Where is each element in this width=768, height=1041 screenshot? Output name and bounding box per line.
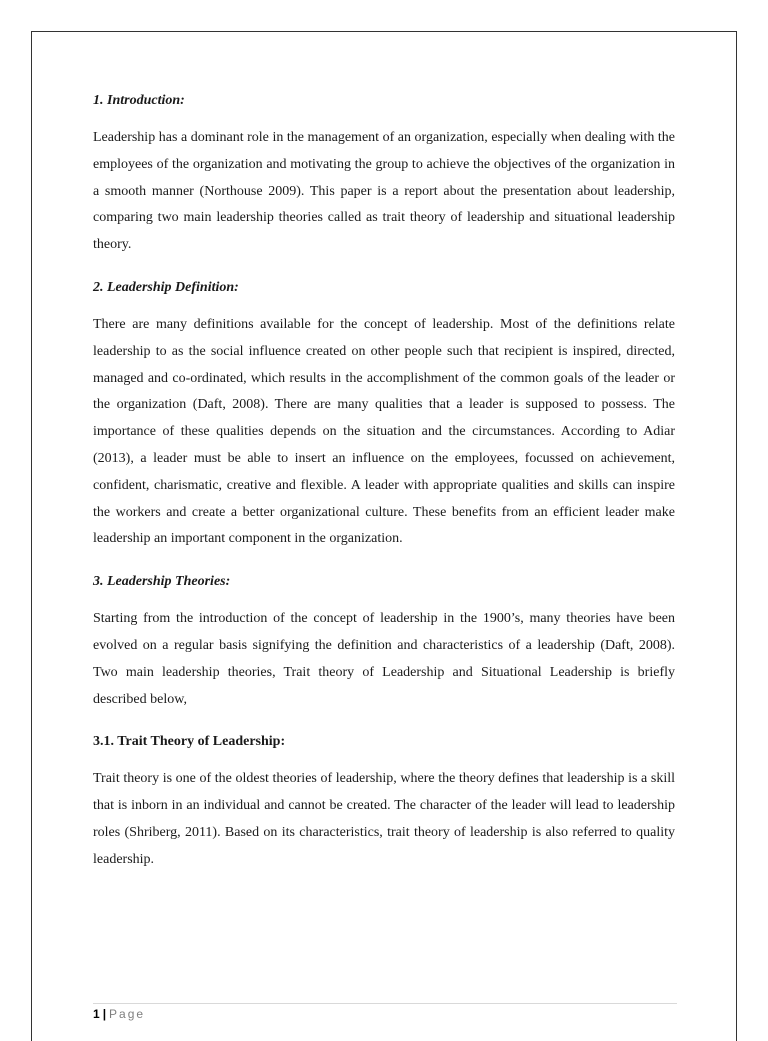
- paragraph-theories: Starting from the introduction of the concept of leadership in the 1900’s, many theories have been evolved on a regular basis signifying the definition and characteristics of a leadership (Daft, 2008). Two main leadership theories, Trait theory of Leadership and Situational Leadership is briefly described below,: [93, 611, 675, 707]
- section-heading-definition: 2. Leadership Definition:: [93, 279, 239, 295]
- paragraph-introduction: Leadership has a dominant role in the management of an organization, especially when dealing with the employees of the organization and motivating the group to achieve the objectives of the organization in a smooth manner (Northouse 2009). This paper is a report about the presentation about leadership, comparing two main leadership theories called as trait theory of leadership and situational leadership theory.: [93, 130, 675, 253]
- page-footer: [93, 1006, 145, 1022]
- section-heading-trait-theory: 3.1. Trait Theory of Leadership:: [93, 734, 286, 750]
- paragraph-trait-theory: Trait theory is one of the oldest theories of leadership, where the theory defines that leadership is a skill that is inborn in an individual and cannot be created. The character of the leader will lead to leadership roles (Shriberg, 2011). Based on its characteristics, trait theory of leadership is also referred to quality leadership.: [93, 771, 675, 867]
- section-heading-theories: 3. Leadership Theories:: [93, 574, 231, 590]
- footer-divider: [93, 1003, 677, 1004]
- paragraph-definition: There are many definitions available for the concept of leadership. Most of the definitions relate leadership to as the social influence created on other people such that recipient is inspired, directed, managed and co-ordinated, which results in the accomplishment of the common goals of the leader or the organization (Daft, 2008). There are many qualities that a leader is supposed to possess. The importance of these qualities depends on the situation and the circumstances. According to Adiar (2013), a leader must be able to insert an influence on the employees, focussed on achievement, confident, charismatic, creative and flexible. A leader with appropriate qualities and skills can inspire the workers and create a better organizational culture. These benefits from an efficient leader make leadership an important component in the organization.: [93, 316, 675, 547]
- page-label: Page: [109, 1007, 146, 1021]
- document-body: [93, 90, 675, 874]
- section-heading-introduction: 1. Introduction:: [93, 93, 185, 108]
- page-number: 1: [93, 1007, 100, 1021]
- footer-separator: |: [102, 1007, 107, 1021]
